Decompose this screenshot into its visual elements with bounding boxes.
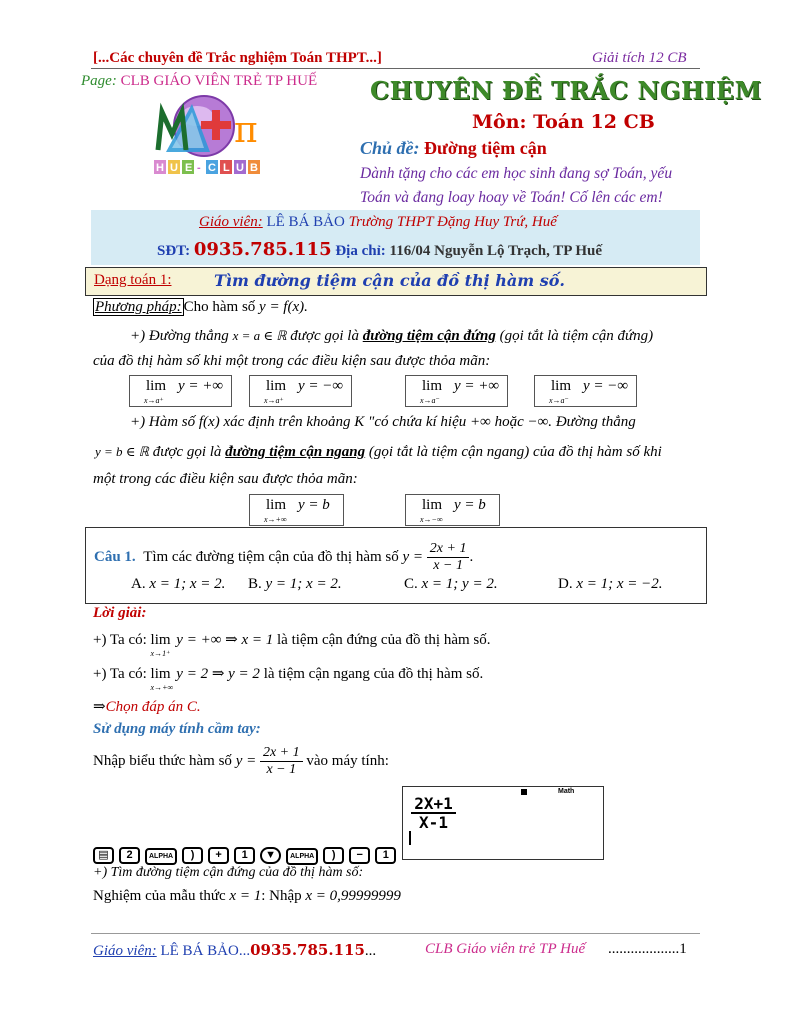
lim-sub: x→+∞ [264,515,287,524]
svg-text:π: π [234,110,258,151]
minus-key[interactable]: − [349,847,370,864]
find-note: +) Tìm đường tiệm cận đứng của đồ thị hàm số: [93,865,364,880]
text: +) Ta có: [93,632,147,648]
text: hoặc [494,414,524,430]
question-line [94,541,473,574]
lim: lim [422,378,443,394]
text: là tiệm cận đứng của đồ thị hàm số. [277,632,491,648]
lim: lim [551,378,572,394]
math: y = +∞ ⇒ x = 1 [176,632,274,648]
dedication-line-1: Dành tặng cho các em học sinh đang sợ Toán, yếu [360,165,673,182]
page-line [81,73,317,90]
topic-label: Chủ đề: [360,138,420,158]
vertical-limit-box-2 [249,375,352,407]
vertical-limit-box-4 [534,375,637,407]
vertical-limit-box-1 [129,375,232,407]
lim: lim [146,378,167,394]
text: +) Ta có: [93,666,147,682]
contact-line [157,239,602,260]
text: ... [364,943,377,959]
teacher-info-box [91,210,700,265]
lim-sub: x→1⁺ [150,649,171,658]
horizontal-asymptote-term: đường tiệm cận ngang [225,444,366,460]
lim-sub: x→a⁺ [144,396,164,405]
text: : Nhập [261,888,302,904]
lim-expr: y = +∞ [178,378,224,394]
lim: lim [150,632,171,648]
text: được gọi là [152,444,222,460]
root-line [93,888,401,905]
text: Đường thẳng [555,414,636,430]
math: f(x) [198,414,220,430]
method-intro-line [93,299,308,316]
text: +) Hàm số [130,414,196,430]
option-b[interactable] [248,576,342,593]
hue-club-logo [152,90,274,178]
question-fraction [427,541,470,574]
svg-text:C: C [208,162,216,174]
screen-numerator: 2X+1 [411,795,456,814]
lim: lim [150,666,171,682]
option-letter: C. [404,576,418,592]
text: "có chứa kí hiệu [368,414,467,430]
fraction-key[interactable]: ▤ [93,847,114,864]
svg-text:B: B [250,162,258,174]
text: được gọi là [290,328,359,344]
lim: lim [422,497,443,513]
lim-sub: x→a⁺ [264,396,284,405]
math: y = [402,548,424,565]
x-key[interactable]: ) [323,847,344,864]
screen-fraction [411,795,456,831]
page-label: Page: [81,73,117,89]
lim-sub: x→a⁻ [549,396,569,405]
subject-title: Môn: Toán 12 CB [472,111,655,133]
lim-expr: y = −∞ [583,378,629,394]
section-title: Tìm đường tiệm cận của đồ thị hàm số. [214,271,565,290]
down-arrow-key[interactable]: ▼ [260,847,281,864]
numerator: 2x + 1 [427,541,470,558]
teacher-name: LÊ BÁ BẢO [266,214,345,230]
question-label: Câu 1. [94,548,136,565]
text: . [469,548,474,565]
footer-club: CLB Giáo viên trẻ TP Huế [425,941,586,957]
text: Nghiệm của mẫu thức [93,888,226,904]
lim-expr: y = −∞ [298,378,344,394]
math: y = [235,752,257,769]
screen-denominator: X-1 [419,813,448,832]
logo-graphic [152,90,274,178]
screen-cursor [409,831,411,845]
denominator: x − 1 [433,558,463,573]
address: 116/04 Nguyễn Lộ Trạch, TP Huế [389,243,603,259]
option-d[interactable] [558,576,663,593]
phone-label: SĐT: [157,243,191,259]
teacher-label: Giáo viên: [199,214,263,230]
lim-expr: y = +∞ [454,378,500,394]
calculator-label: Sử dụng máy tính cầm tay: [93,721,261,737]
key-2[interactable]: 2 [119,847,140,864]
topic-text: Đường tiệm cận [424,138,547,158]
alpha-key[interactable]: ALPHA [286,848,318,865]
horizontal-limit-box-2 [405,494,500,526]
key-1[interactable]: 1 [234,847,255,864]
input-line [93,745,389,778]
footer [93,941,376,960]
teacher-school: Trường THPT Đặng Huy Trứ, Huế [348,214,557,230]
option-text: y = 1; x = 2. [265,576,342,592]
footer-phone: 0935.785.115 [250,941,365,959]
section-header [85,267,707,296]
solution-label: Lời giải: [93,605,147,621]
main-title: CHUYÊN ĐỀ TRẮC NGHIỆM [370,76,762,105]
text: (gọi tắt là tiệm cận đứng) [499,328,654,344]
plus-key[interactable]: + [208,847,229,864]
vertical-asymptote-term: đường tiệm cận đứng [362,328,496,344]
math: y = b ∈ ℝ [95,444,149,459]
denominator: x − 1 [266,762,297,777]
text: xác định trên khoảng [223,414,351,430]
text: (gọi tắt là tiệm cận ngang) của đồ thị hàm số khi [368,444,662,460]
math: K [354,414,365,430]
key-sequence [93,845,401,865]
svg-text:U: U [236,162,244,174]
method-label: Phương pháp: [95,299,182,315]
footer-name: LÊ BÁ BẢO... [160,943,251,959]
screen-mode: Math [558,788,575,795]
option-a[interactable] [131,576,225,593]
svg-text:E: E [185,162,193,174]
text: Nhập biểu thức hàm số [93,752,232,769]
answer-line [93,697,201,716]
option-letter: B. [248,576,262,592]
svg-text:-: - [197,162,201,174]
svg-text:U: U [170,162,178,174]
svg-text:L: L [223,162,230,174]
numerator: 2x + 1 [260,745,303,762]
key-1[interactable]: 1 [375,847,396,864]
lim-expr: y = b [454,497,486,513]
lim-sub: x→−∞ [420,515,443,524]
option-letter: D. [558,576,573,592]
header-right: Giải tích 12 CB [592,50,687,66]
lim-sub: x→a⁻ [420,396,440,405]
section-label: Dạng toán 1: [94,272,172,288]
solution-line-1 [93,630,593,658]
horizontal-def-line-1 [130,414,636,431]
solution-line-2 [93,664,593,692]
math: y = 2 ⇒ y = 2 [176,666,260,682]
address-label: Địa chỉ: [335,243,386,259]
mode-icon [521,789,527,795]
method-function: y = f(x). [259,299,308,315]
math: +∞ [469,414,491,430]
header-left: [...Các chuyên đề Trắc nghiệm Toán THPT...] [93,50,382,66]
option-text: x = 1; x = −2. [576,576,663,592]
topic-line [360,138,547,159]
horizontal-def-line-2 [95,444,662,461]
text: vào máy tính: [306,752,389,769]
dedication-line-2: Toán và đang loay hoay về Toán! Cố lên các em! [360,189,663,206]
text: là tiệm cận ngang của đồ thị hàm số. [263,666,484,682]
lim-sub: x→+∞ [150,683,174,692]
horizontal-limit-box-1 [249,494,344,526]
math: x = a ∈ ℝ [232,328,287,343]
footer-label: Giáo viên: [93,943,157,959]
teacher-line [199,214,557,231]
vertical-def-line [130,328,653,345]
option-letter: A. [131,576,146,592]
vertical-limit-box-3 [405,375,508,407]
header-rule [91,68,700,69]
text: ⇒ [93,699,106,715]
svg-text:H: H [156,162,164,174]
calculator-screen [402,786,604,860]
question-text: Tìm các đường tiệm cận của đồ thị hàm số [143,548,399,565]
math: x = 0,99999999 [305,888,401,904]
alpha-key[interactable]: ALPHA [145,848,177,865]
lim: lim [266,497,287,513]
page-name: CLB GIÁO VIÊN TRẺ TP HUẾ [120,73,318,89]
lim: lim [266,378,287,394]
horizontal-def-line-3: một trong các điều kiện sau được thỏa mãn: [93,471,358,487]
question-box [85,527,707,604]
option-text: x = 1; y = 2. [421,576,498,592]
method-intro: Cho hàm số [183,299,256,315]
text: +) Đường thẳng [130,328,229,344]
phone-number: 0935.785.115 [193,239,332,260]
math: −∞. [527,414,553,430]
option-c[interactable] [404,576,498,593]
vertical-def-line-2: của đồ thị hàm số khi một trong các điều kiện sau được thỏa mãn: [93,353,491,369]
option-text: x = 1; x = 2. [149,576,226,592]
answer-text: Chọn đáp án C. [105,699,201,715]
footer-rule [91,933,700,934]
page-number: ...................1 [608,941,687,957]
lim-expr: y = b [298,497,330,513]
x-key[interactable]: ) [182,847,203,864]
input-fraction [260,745,303,778]
math: x = 1 [229,888,262,904]
